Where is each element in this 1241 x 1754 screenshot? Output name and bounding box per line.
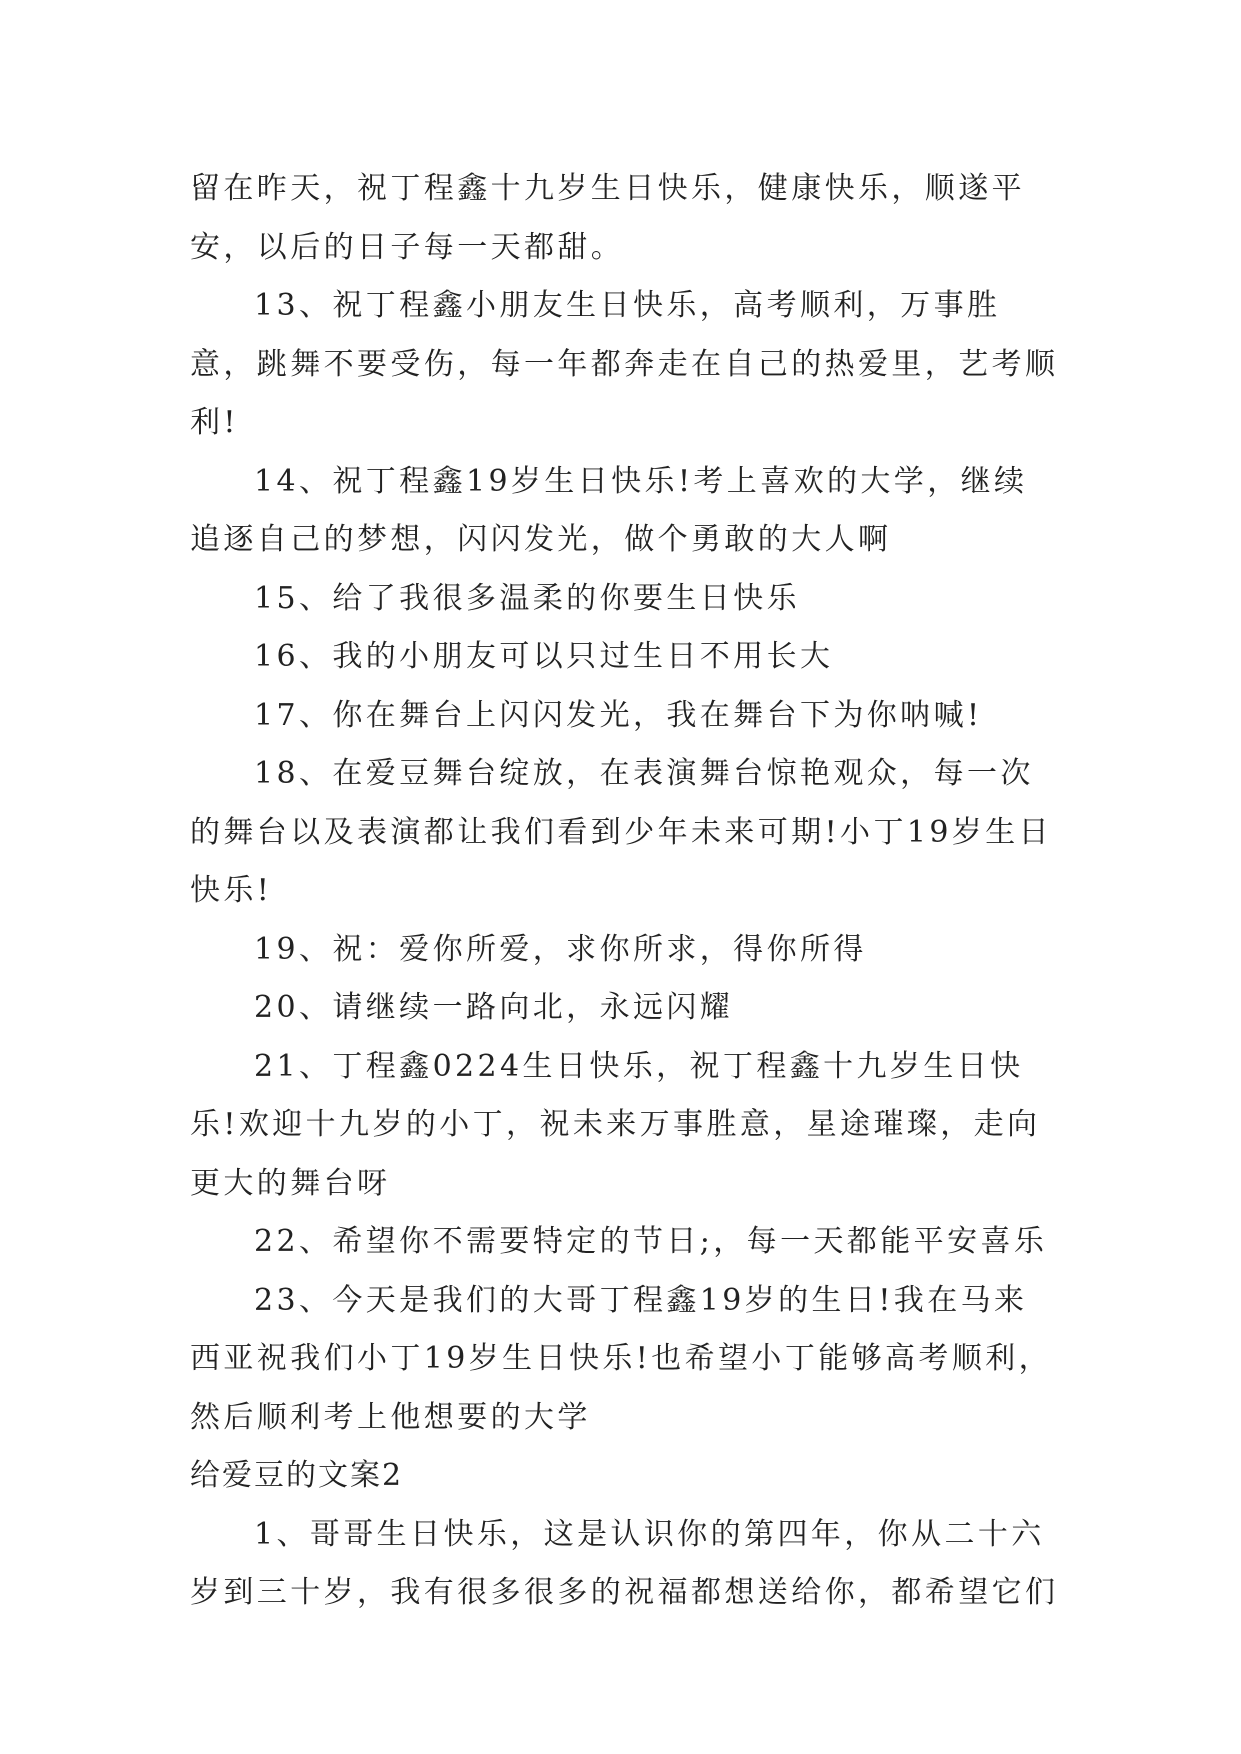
paragraph-16: 16、我的小朋友可以只过生日不用长大 <box>254 639 834 674</box>
paragraph-22: 22、希望你不需要特定的节日;，每一天都能平安喜乐 <box>254 1224 1048 1259</box>
section-paragraph-1: 1、哥哥生日快乐，这是认识你的第四年，你从二十六岁到三十岁，我有很多很多的祝福都想送给你，都希望它们 <box>190 1516 1059 1610</box>
document-body <box>190 160 1060 1623</box>
paragraph-continued: 留在昨天，祝丁程鑫十九岁生日快乐，健康快乐，顺遂平安，以后的日子每一天都甜。 <box>190 171 1025 265</box>
paragraph-18: 18、在爱豆舞台绽放，在表演舞台惊艳观众，每一次的舞台以及表演都让我们看到少年未来可期!小丁19岁生日快乐! <box>190 756 1053 908</box>
paragraph-17: 17、你在舞台上闪闪发光，我在舞台下为你呐喊! <box>254 697 983 733</box>
paragraph-15: 15、给了我很多温柔的你要生日快乐 <box>254 580 800 616</box>
paragraph-19: 19、祝：爱你所爱，求你所求，得你所得 <box>254 931 867 967</box>
paragraph-20: 20、请继续一路向北，永远闪耀 <box>254 990 734 1025</box>
paragraph-13: 13、祝丁程鑫小朋友生日快乐，高考顺利，万事胜意，跳舞不要受伤，每一年都奔走在自己的热爱里，艺考顺利! <box>190 288 1059 440</box>
section-heading: 给爱豆的文案2 <box>190 1458 404 1493</box>
paragraph-21: 21、丁程鑫0224生日快乐，祝丁程鑫十九岁生日快乐!欢迎十九岁的小丁，祝未来万事胜意，星途璀璨，走向更大的舞台呀 <box>190 1048 1041 1201</box>
paragraph-23: 23、今天是我们的大哥丁程鑫19岁的生日!我在马来西亚祝我们小丁19岁生日快乐!也希望小丁能够高考顺利，然后顺利考上他想要的大学 <box>190 1282 1053 1435</box>
paragraph-14: 14、祝丁程鑫19岁生日快乐!考上喜欢的大学，继续追逐自己的梦想，闪闪发光，做个勇敢的大人啊 <box>190 463 1028 557</box>
